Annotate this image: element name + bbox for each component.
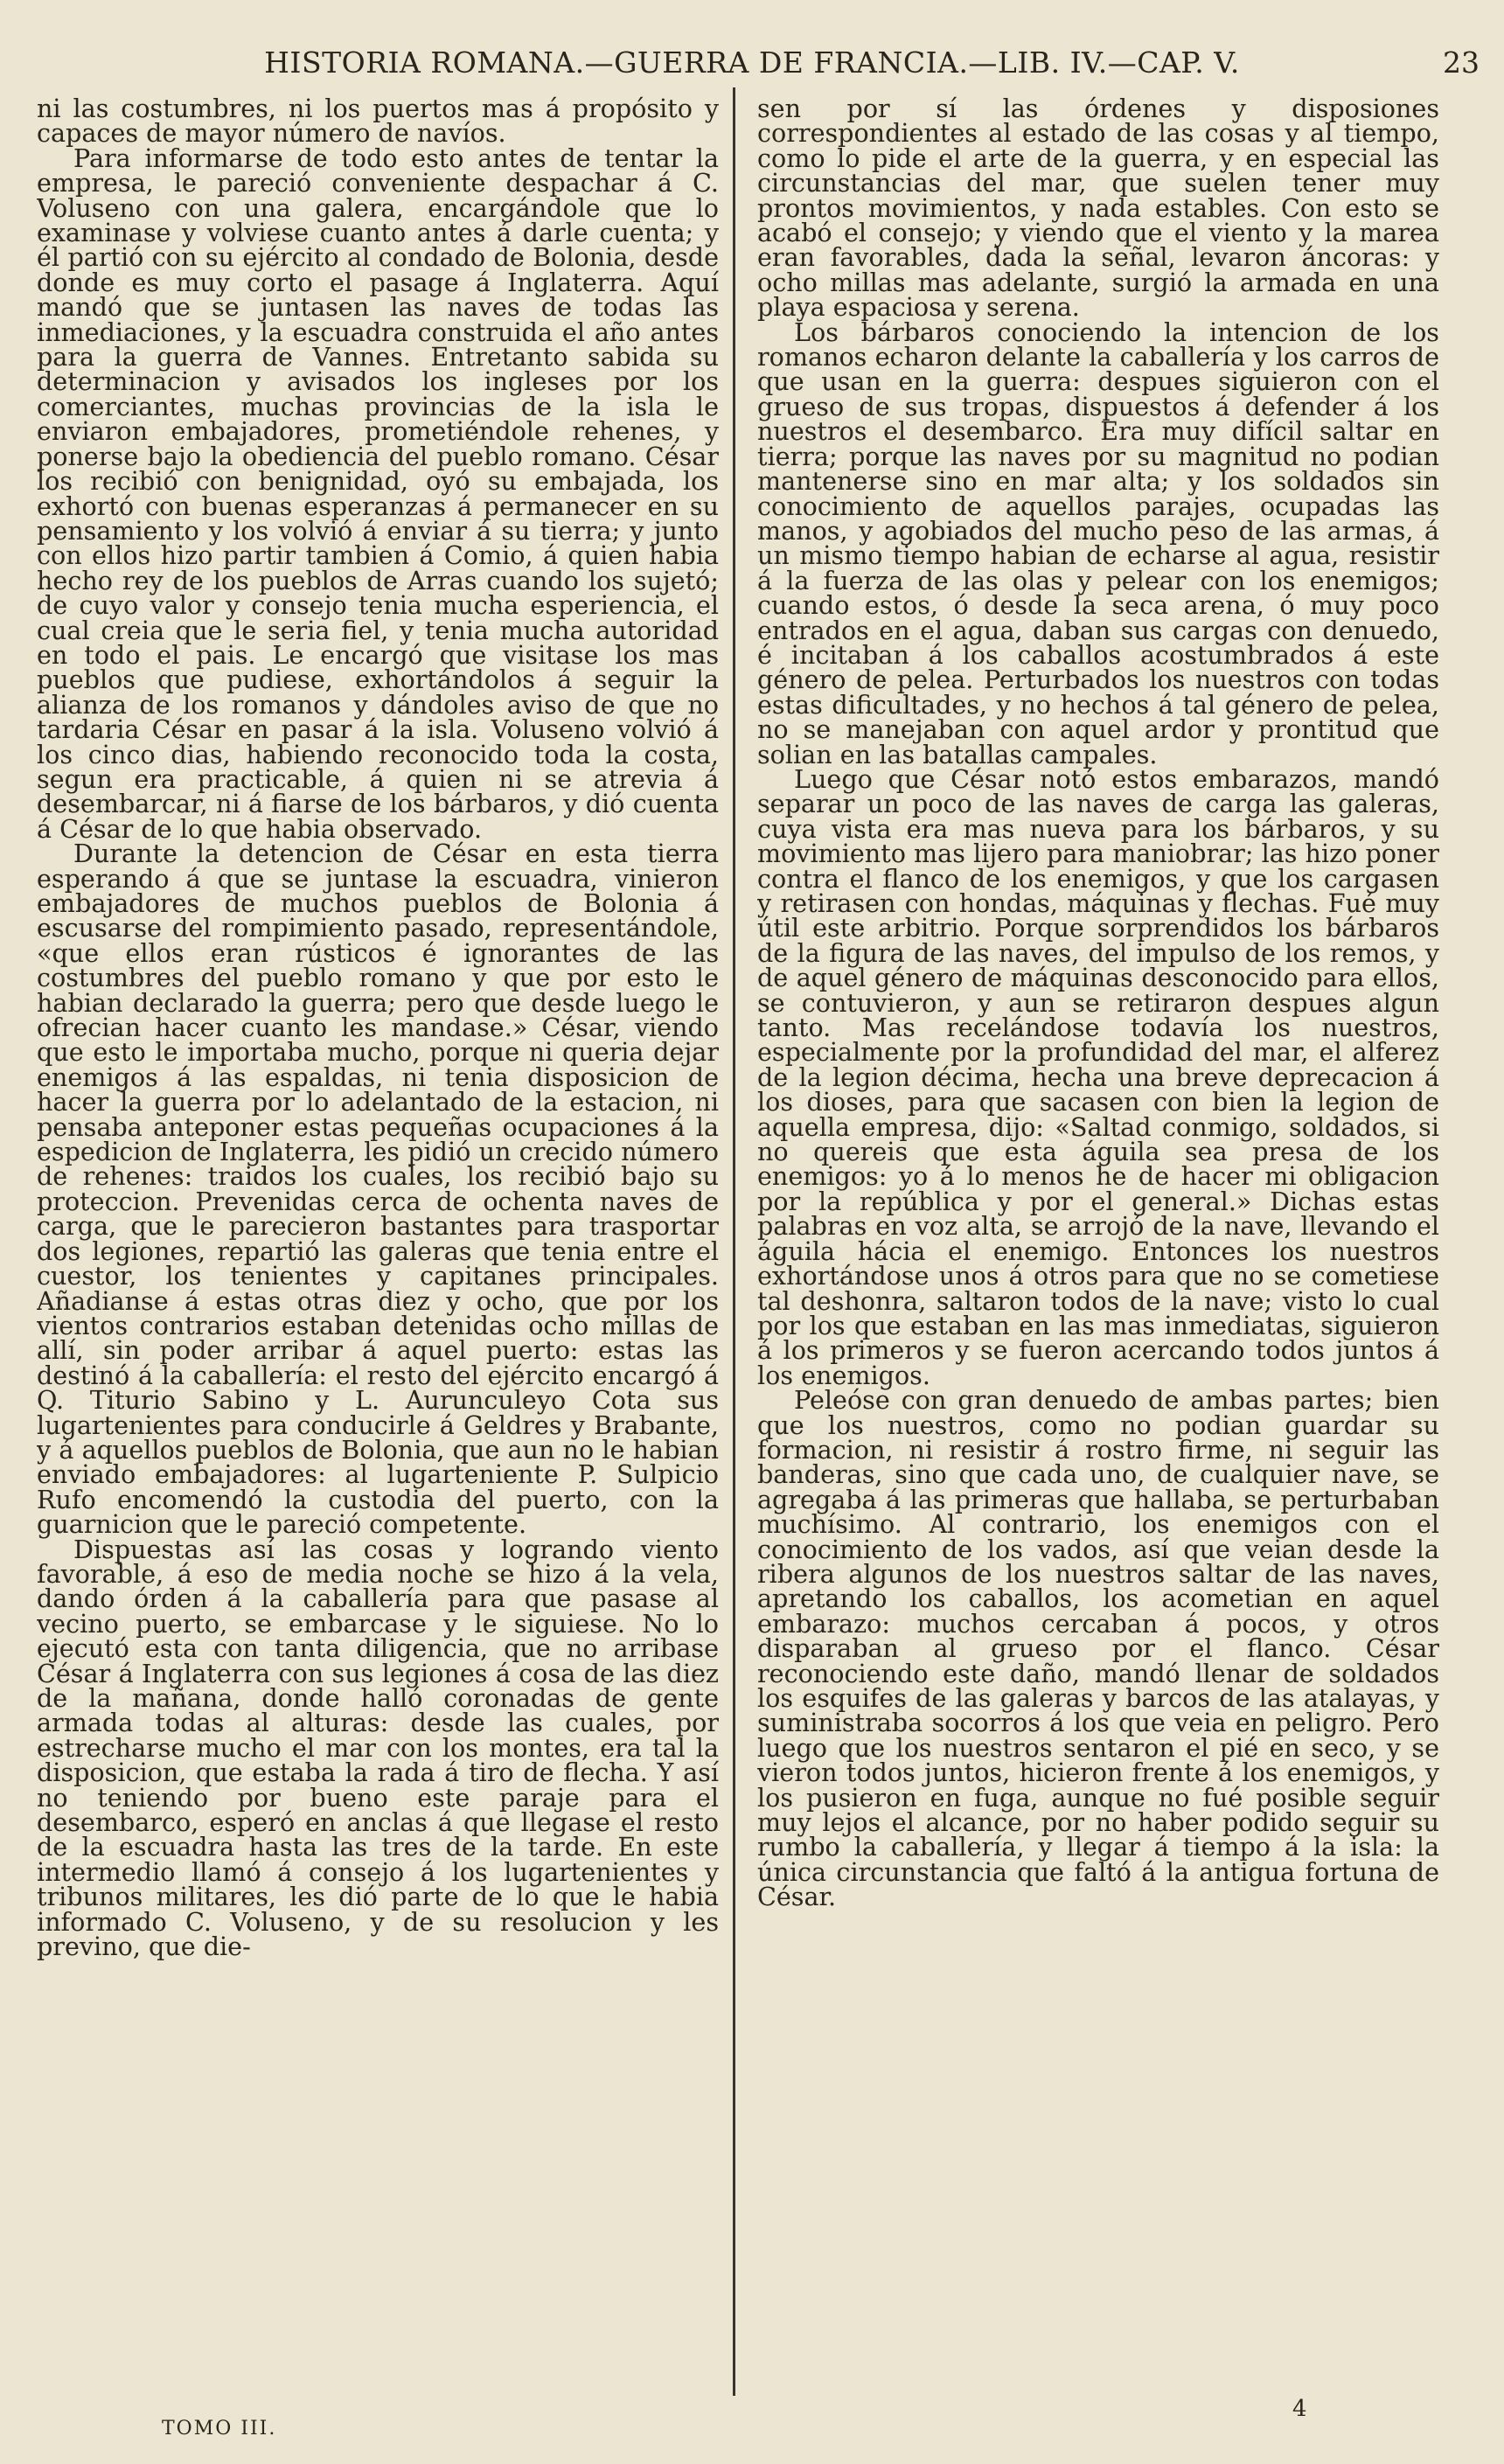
- signature-mark: 4: [1292, 2396, 1307, 2422]
- paragraph: Luego que César notó estos embarazos, mandó separar un poco de las naves de carga las galeras, cuya vista era mas nueva para los bárbaros, y su movimiento mas lijero para maniobrar; las hizo poner contra el flanco de los enemigos, y que los cargasen y retirasen con hondas, máquinas y flechas. Fué muy útil este arbitrio. Porque sorprendidos los bárbaros de la figura de las naves, del impulso de los remos, y de aquel género de máquinas desconocido para ellos, se contuvieron, y aun se retiraron despues algun tanto. Mas recelándose todavía los nuestros, especialmente por la profundidad del mar, el alferez de la legion décima, hecha una breve deprecacion á los dioses, para que sacasen con bien la legion de aquella empresa, dijo: «Saltad conmigo, soldados, si no quereis que esta águila sea presa de los enemigos: yo á lo menos he de hacer mi obligacion por la república y por el general.» Dichas estas palabras en voz alta, se arrojó de la nave, llevando el águila hácia el enemigo. Entonces los nuestros exhortándose unos á otros para que no se cometiese tal deshonra, saltaron todos de la nave; visto lo cual por los que estaban en las mas inmediatas, siguieron á los primeros y se fueron acercando todos juntos á los enemigos.: [757, 763, 1439, 1390]
- paragraph: Durante la detencion de César en esta tierra esperando á que se juntase la escuadra, vinieron embajadores de muchos pueblos de Bolonia á escusarse del rompimiento pasado, representándole, «que ellos eran rústicos é ignorantes de las costumbres del pueblo romano y que por esto le habian declarado la guerra; pero que desde luego le ofrecian hacer cuanto les mandase.» César, viendo que esto le importaba mucho, porque ni queria dejar enemigos á las espaldas, ni tenia disposicion de hacer la guerra por lo adelantado de la estacion, ni pensaba anteponer estas pequeñas ocupaciones á la espedicion de Inglaterra, les pidió un crecido número de rehenes: traidos los cuales, los recibió bajo su proteccion. Prevenidas cerca de ochenta naves de carga, que le parecieron bastantes para trasportar dos legiones, repartió las galeras que tenia entre el cuestor, los tenientes y capitanes principales. Añadianse á estas otras diez y ocho, que por los vientos contrarios estaban detenidas ocho millas de allí, sin poder arribar á aquel puerto: estas las destinó á la caballería: el resto del ejército encargó á Q. Titurio Sabino y L. Aurunculeyo Cota sus lugartenientes para conducirle á Geldres y Brabante, y á aquellos pueblos de Bolonia, que aun no le habian enviado embajadores: al lugarteniente P. Sulpicio Rufo encomendó la custodia del puerto, con la guarnicion que le pareció competente.: [37, 839, 719, 1540]
- paragraph: Peleóse con gran denuedo de ambas partes; bien que los nuestros, como no podian guardar su formacion, ni resistir á rostro firme, ni seguir las banderas, sino que cada uno, de cualquier nave, se agregaba á las primeras que hallaba, se perturbaban muchísimo. Al contrario, los enemigos con el conocimiento de los vados, así que veian desde la ribera algunos de los nuestros saltar de las naves, apretando los caballos, los acometian en aquel embarazo: muchos cercaban á pocos, y otros disparaban al grueso por el flanco. César reconociendo este daño, mandó llenar de soldados los esquifes de las galeras y barcos de las atalayas, y suministraba socorros á los que veia en peligro. Pero luego que los nuestros sentaron el pié en seco, y se vieron todos juntos, hicieron frente á los enemigos, y los pusieron en fuga, aunque no fué posible seguir muy lejos el alcance, por no haber podido seguir su rumbo la caballería, y llegar á tiempo á la isla: la única circunstancia que faltó á la antigua fortuna de César.: [757, 1385, 1439, 1912]
- page-number: 23: [1443, 45, 1480, 80]
- running-header: [0, 45, 1504, 84]
- left-column: [37, 96, 719, 2391]
- paragraph: Los bárbaros conociendo la intencion de los romanos echaron delante la caballería y los carros de que usan en la guerra: despues siguieron con el grueso de sus tropas, dispuestos á defender á los nuestros el desembarco. Era muy difícil saltar en tierra; porque las naves por su magnitud no podian mantenerse sino en mar alta; y los soldados sin conocimiento de aquellos parajes, ocupadas las manos, y agobiados del mucho peso de las armas, á un mismo tiempo habian de echarse al agua, resistir á la fuerza de las olas y pelear con los enemigos; cuando estos, ó desde la seca arena, ó muy poco entrados en el agua, daban sus cargas con denuedo, é incitaban á los caballos acostumbrados á este género de pelea. Perturbados los nuestros con todas estas dificultades, y no hechos á tal género de pelea, no se manejaban con aquel ardor y prontitud que solian en las batallas campales.: [757, 317, 1439, 769]
- right-column: [757, 96, 1439, 2391]
- volume-mark: TOMO III.: [162, 2418, 277, 2440]
- paragraph: sen por sí las órdenes y disposiones correspondientes al estado de las cosas y al tiempo, como lo pide el arte de la guerra, y en especial las circunstancias del mar, que suelen tener muy prontos movimientos, y nada estables. Con esto se acabó el consejo; y viendo que el viento y la marea eran favorables, dada la señal, levaron áncoras: y ocho millas mas adelante, surgió la armada en una playa espaciosa y serena.: [757, 96, 1439, 323]
- paragraph: ni las costumbres, ni los puertos mas á propósito y capaces de mayor número de navíos.: [37, 96, 719, 149]
- paragraph: Para informarse de todo esto antes de tentar la empresa, le pareció conveniente despachar á C. Voluseno con una galera, encargándole que lo examinase y volviese cuanto antes á darle cuenta; y él partió con su ejército al condado de Bolonia, desde donde es muy corto el pasage á Inglaterra. Aquí mandó que se juntasen las naves de todas las inmediaciones, y la escuadra construida el año antes para la guerra de Vannes. Entretanto sabida su determinacion y avisados los ingleses por los comerciantes, muchas provincias de la isla le enviaron embajadores, prometiéndole rehenes, y ponerse bajo la obediencia del pueblo romano. César los recibió con benignidad, oyó su embajada, los exhortó con buenas esperanzas á permanecer en su pensamiento y los volvió á enviar á su tierra; y junto con ellos hizo partir tambien á Comio, á quien habia hecho rey de los pueblos de Arras cuando los sujetó; de cuyo valor y consejo tenia mucha esperiencia, el cual creia que le seria fiel, y tenia mucha autoridad en todo el pais. Le encargó que visitase los mas pueblos que pudiese, exhortándolos á seguir la alianza de los romanos y dándoles aviso de que no tardaria César en pasar á la isla. Voluseno volvió á los cinco dias, habiendo reconocido toda la costa, segun era practicable, á quien ni se atrevia á desembarcar, ni á fiarse de los bárbaros, y dió cuenta á César de lo que habia observado.: [37, 143, 719, 844]
- paragraph: Dispuestas así las cosas y logrando viento favorable, á eso de media noche se hizo á la vela, dando órden á la caballería para que pasase al vecino puerto, se embarcase y le siguiese. No lo ejecutó esta con tanta diligencia, que no arribase César á Inglaterra con sus legiones á cosa de las diez de la mañana, donde halló coronadas de gente armada todas al alturas: desde las cuales, por estrecharse mucho el mar con los montes, era tal la disposicion, que estaba la rada á tiro de flecha. Y así no teniendo por bueno este paraje para el desembarco, esperó en anclas á que llegase el resto de la escuadra hasta las tres de la tarde. En este intermedio llamó á consejo á los lugartenientes y tribunos militares, les dió parte de lo que le habia informado C. Voluseno, y de su resolucion y les previno, que die-: [37, 1534, 719, 1962]
- column-divider: [733, 87, 735, 2396]
- running-title: HISTORIA ROMANA.—GUERRA DE FRANCIA.—LIB. IV.—CAP. V.: [264, 45, 1240, 80]
